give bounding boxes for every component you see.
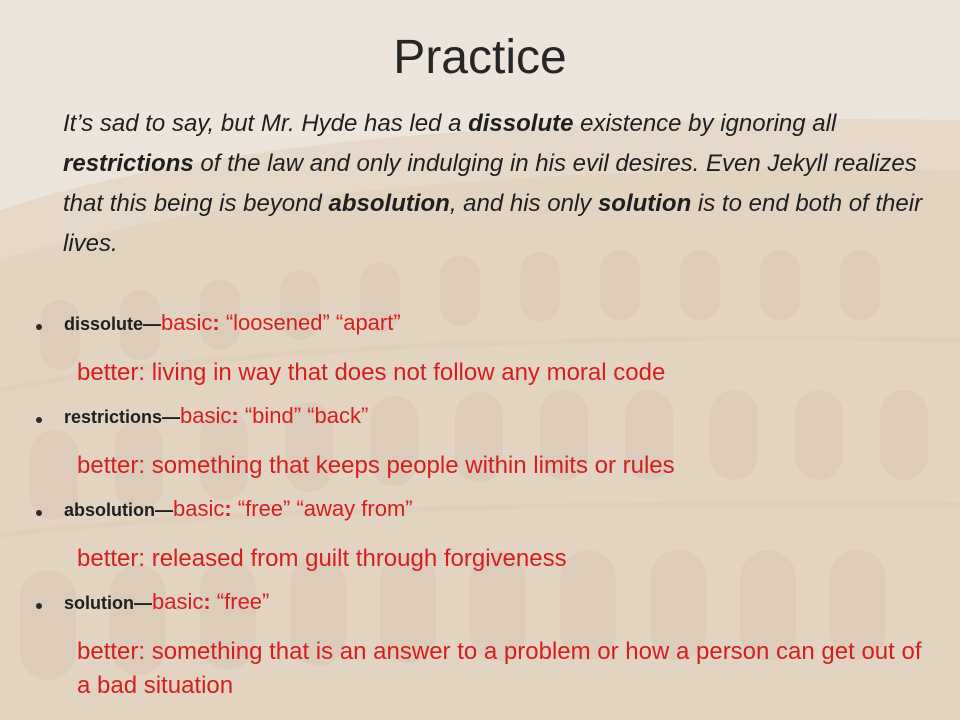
term-label: solution— xyxy=(64,593,152,613)
basic-definition xyxy=(180,403,368,428)
basic-definition xyxy=(161,310,401,335)
vocab-word-absolution: absolution xyxy=(328,190,450,217)
example-paragraph xyxy=(63,104,925,264)
basic-roots: “free” xyxy=(210,589,270,614)
basic-prefix: basic xyxy=(180,403,232,428)
bullet-icon xyxy=(36,324,42,330)
basic-prefix: basic xyxy=(161,310,213,335)
basic-prefix: basic xyxy=(173,496,225,521)
term-label: dissolute— xyxy=(64,314,162,334)
bullet-icon xyxy=(36,417,42,423)
better-definition: better: living in way that does not follow any moral code xyxy=(77,359,666,386)
basic-colon: : xyxy=(231,403,239,428)
vocab-word-solution: solution xyxy=(597,190,692,217)
term-line xyxy=(64,403,368,429)
term-label: restrictions— xyxy=(64,407,181,427)
paragraph-text-1: It’s sad to say, but Mr. Hyde has led a xyxy=(63,110,469,137)
term-line xyxy=(64,589,269,615)
basic-colon: : xyxy=(203,589,211,614)
vocab-word-dissolute: dissolute xyxy=(468,110,574,137)
basic-definition xyxy=(173,496,413,521)
paragraph-text-2: existence by ignoring all xyxy=(573,110,837,137)
basic-roots: “bind” “back” xyxy=(238,403,369,428)
basic-prefix: basic xyxy=(152,589,204,614)
basic-colon: : xyxy=(212,310,220,335)
paragraph-text-3: of the law and only indulging in his evil desires. Even Jekyll realizes that this being is beyond xyxy=(63,150,917,217)
bullet-icon xyxy=(36,603,42,609)
vocab-word-restrictions: restrictions xyxy=(63,150,194,177)
better-definition: better: something that keeps people within limits or rules xyxy=(77,452,675,479)
paragraph-text-4: , and his only xyxy=(449,190,598,217)
basic-roots: “free” “away from” xyxy=(231,496,413,521)
bullet-icon xyxy=(36,510,42,516)
term-line xyxy=(64,496,413,522)
basic-roots: “loosened” “apart” xyxy=(219,310,401,335)
term-line xyxy=(64,310,401,336)
term-label: absolution— xyxy=(64,500,173,520)
basic-colon: : xyxy=(224,496,232,521)
basic-definition xyxy=(152,589,269,614)
better-definition: better: released from guilt through forgiveness xyxy=(77,545,567,572)
paragraph-text-5: is to end both of their lives. xyxy=(63,190,923,257)
better-definition: better: something that is an answer to a problem or how a person can get out of a bad situation xyxy=(77,638,922,699)
slide-title: Practice xyxy=(393,31,567,84)
